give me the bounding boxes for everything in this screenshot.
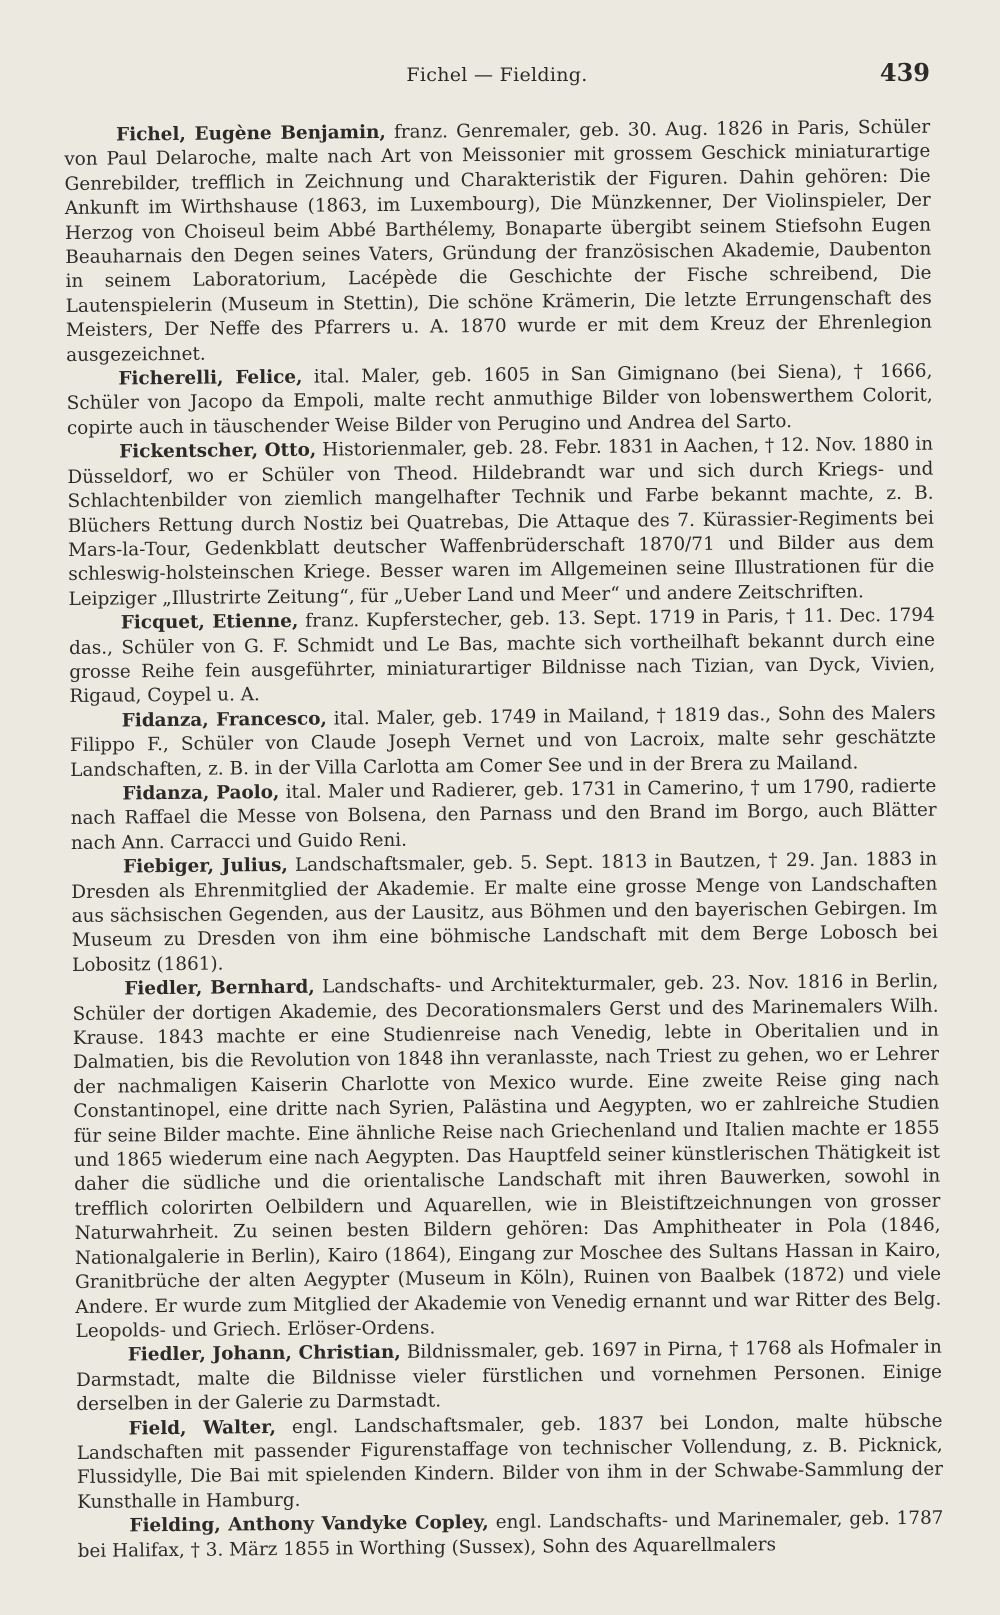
entry-fickentscher	[67, 433, 935, 612]
entry-name: Fiedler, Bernhard,	[124, 976, 315, 1000]
entry-name: Fidanza, Paolo,	[122, 781, 280, 805]
entry-fiedler-bernhard	[72, 970, 941, 1344]
entry-text: Landschafts- und Architekturmaler, geb. 23. Nov. 1816 in Berlin, Schüler der dortigen Akademie, des Decorationsmalers Gerst und des Marinemalers Wilh. Krause. 1843 machte er eine Studienreise nach Venedig, lebte in Oberitalien und in Dalmatien, bis die Revolution von 1848 ihn veranlasste, nach Triest zu gehen, wo er Lehrer der nachmaligen Kaiserin Charlotte von Mexico wurde. Eine zweite Reise ging nach Constantinopel, eine dritte nach Syrien, Palästina und Aegypten, wo er zahlreiche Studien für seine Bilder machte. Eine ähnliche Reise nach Griechenland und Italien machte er 1855 und 1865 wiederum eine nach Aegypten. Das Hauptfeld seiner künstlerischen Thätigkeit ist daher die südliche und die orientalische Landschaft mit ihren Bauwerken, sowohl in trefflich colorirten Oelbildern und Aquarellen, wie in Bleistiftzeichnungen von grosser Naturwahrheit. Zu seinen besten Bildern gehören: Das Amphitheater in Pola (1846, Nationalgalerie in Berlin), Kairo (1864), Eingang zur Moschee des Sultans Hassan in Kairo, Granitbrüche der alten Aegypter (Museum in Köln), Ruinen von Baalbek (1872) und viele Andere. Er wurde zum Mitglied der Akademie von Venedig ernannt und war Ritter des Belg. Leopolds- und Griech. Erlöser-Ordens.	[72, 970, 942, 1342]
entry-fichel	[64, 116, 932, 368]
entry-name: Fichel, Eugène Benjamin,	[116, 121, 386, 146]
entry-fiebiger	[71, 848, 938, 978]
entry-name: Fiedler, Johann, Christian,	[127, 1342, 401, 1366]
entry-ficquet	[69, 604, 936, 710]
entry-text: ital. Maler und Radierer, geb. 1731 in Camerino, † um 1790, radierte nach Raffael die Messe von Bolsena, den Parnass und den Brand im Borgo, auch Blätter nach Ann. Carracci und Guido Reni.	[70, 775, 937, 854]
running-head: Fichel — Fielding.	[406, 64, 588, 86]
page-header	[64, 54, 930, 94]
entry-text: engl. Landschafts- und Marinemaler, geb. 1787 bei Halifax, † 3. März 1855 in Worthing (Sussex), Sohn des Aquarellmalers	[77, 1507, 944, 1562]
entry-fielding	[77, 1507, 943, 1564]
entry-text: ital. Maler, geb. 1605 in San Gimignano (bei Siena), † 1666, Schüler von Jacopo da Empoli, malte recht anmuthige Bilder von lobenswerthem Colorit, copirte auch in täuschender Weise Bilder von Perugino und Andrea del Sarto.	[66, 360, 933, 439]
entry-text: ital. Maler, geb. 1749 in Mailand, † 1819 das., Sohn des Malers Filippo F., Schüler von Claude Joseph Vernet und von Lacroix, malte sehr geschätzte Landschaften, z. B. in der Villa Carlotta am Comer See und in der Brera zu Mailand.	[69, 702, 937, 781]
entry-name: Fickentscher, Otto,	[119, 439, 317, 463]
entry-name: Fidanza, Francesco,	[121, 708, 327, 732]
entry-fiedler-johann	[76, 1336, 943, 1418]
entry-text: Bildnissmaler, geb. 1697 in Pirna, † 1768 als Hofmaler in Darmstadt, malte die Bildnisse vieler fürstlichen und vornehmen Personen. Einige derselben in der Galerie zu Darmstadt.	[75, 1336, 943, 1416]
entry-fidanza-francesco	[70, 701, 937, 783]
entry-name: Ficherelli, Felice,	[118, 366, 303, 390]
entry-field-walter	[76, 1409, 943, 1515]
entry-name: Ficquet, Etienne,	[120, 610, 299, 634]
entry-text: engl. Landschaftsmaler, geb. 1837 bei London, malte hübsche Landschaften mit passender Figurenstaffage von technischer Vollendung, z. B. Picknick, Flussidylle, Die Bai mit spielenden Kindern. Bilder von ihm in der Schwabe-Sammlung der Kunsthalle in Hamburg.	[76, 1410, 944, 1513]
entry-text: franz. Kupferstecher, geb. 13. Sept. 1719 in Paris, † 11. Dec. 1794 das., Schüler von G. F. Schmidt und Le Bas, machte sich vortheilhaft bekannt durch eine grosse Reihe fein ausgeführter, miniaturartiger Bildnisse nach Tizian, van Dyck, Vivien, Rigaud, Coypel u. A.	[68, 604, 936, 708]
entry-fidanza-paolo	[70, 775, 937, 857]
entry-text: franz. Genremaler, geb. 30. Aug. 1826 in Paris, Schüler von Paul Delaroche, malte nach Art von Meissonier mit grossem Geschick miniaturartige Genrebilder, trefflich in Zeichnung und Charakteristik der Figuren. Dahin gehören: Die Ankunft im Wirthshause (1863, im Luxembourg), Die Münzkenner, Der Violinspieler, Der Herzog von Choiseul beim Abbé Barthélemy, Bonaparte übergibt seinem Stiefsohn Eugen Beauharnais den Degen seines Vaters, Gründung der französischen Akademie, Daubenton in seinem Laboratorium, Lacépède die Geschichte der Fische schreibend, Die Lautenspielerin (Museum in Stettin), Die schöne Krämerin, Die letzte Errungenschaft des Meisters, Der Neffe des Pfarrers u. A. 1870 wurde er mit dem Kreuz der Ehrenlegion ausgezeichnet.	[64, 116, 933, 366]
entry-text: Landschaftsmaler, geb. 5. Sept. 1813 in Bautzen, † 29. Jan. 1883 in Dresden als Ehrenmitglied der Akademie. Er malte eine grosse Menge von Landschaften aus sächsischen Gegenden, aus der Lausitz, aus Böhmen und den bayerischen Gebirgen. Im Museum zu Dresden von ihm eine böhmische Landschaft mit dem Berge Lobosch bei Lobositz (1861).	[71, 848, 938, 976]
page-number: 439	[879, 58, 930, 87]
dictionary-entries	[64, 116, 944, 1564]
entry-ficherelli	[66, 360, 933, 442]
entry-name: Fielding, Anthony Vandyke Copley,	[129, 1512, 489, 1537]
entry-name: Fiebiger, Julius,	[123, 855, 288, 878]
entry-name: Field, Walter,	[128, 1416, 277, 1439]
entry-text: Historienmaler, geb. 28. Febr. 1831 in Aachen, † 12. Nov. 1880 in Düsseldorf, wo er Schüler von Theod. Hildebrandt war und sich durch Kriegs- und Schlachtenbilder von ziemlich mangelhafter Technik und Farbe bekannt machte, z. B. Blüchers Rettung durch Nostiz bei Quatrebas, Die Attaque des 7. Kürassier-Regiments bei Mars-la-Tour, Gedenkblatt deutscher Waffenbrüderschaft 1870/71 und Bilder aus dem schleswig-holsteinschen Kriege. Besser waren im Allgemeinen seine Illustrationen für die Leipziger „Illustrirte Zeitung“, für „Ueber Land und Meer“ und andere Zeitschriften.	[67, 433, 935, 610]
